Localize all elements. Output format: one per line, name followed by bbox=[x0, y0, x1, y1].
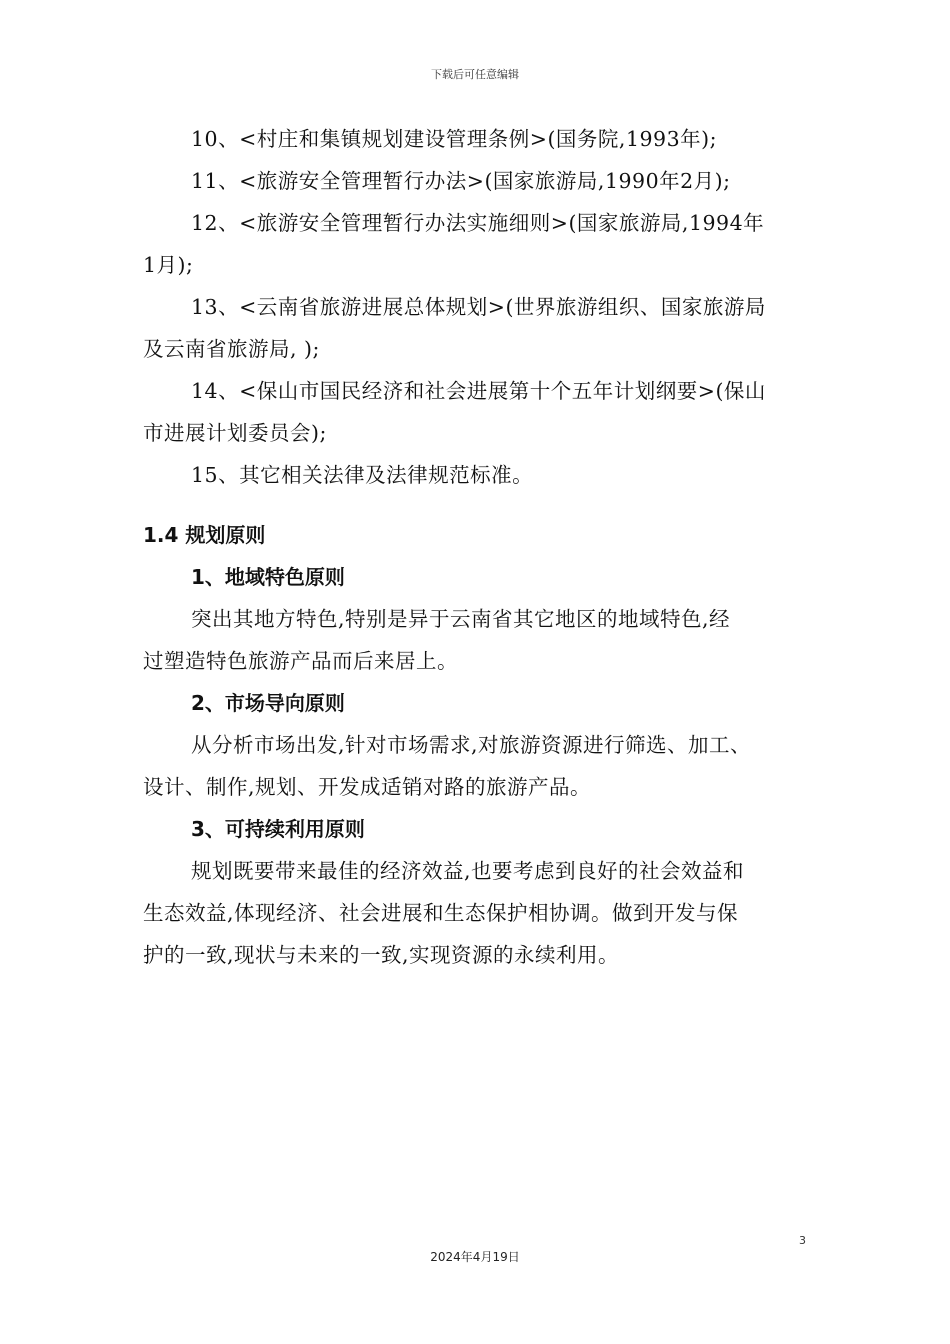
document-body bbox=[143, 118, 815, 976]
reference-line-continued: 市进展计划委员会); bbox=[143, 421, 327, 445]
reference-line: 12、<旅游安全管理暂行办法实施细则>(国家旅游局,1994年 bbox=[191, 211, 765, 235]
page-header: 下载后可任意编辑 bbox=[431, 68, 519, 81]
reference-item bbox=[143, 118, 815, 160]
reference-line: 13、<云南省旅游进展总体规划>(世界旅游组织、国家旅游局 bbox=[191, 295, 766, 319]
principle-text-continued: 护的一致,现状与未来的一致,实现资源的永续利用。 bbox=[143, 943, 620, 967]
principle-text-continued: 过塑造特色旅游产品而后来居上。 bbox=[143, 649, 458, 673]
reference-item bbox=[143, 370, 815, 454]
principle-text: 规划既要带来最佳的经济效益,也要考虑到良好的社会效益和 bbox=[191, 859, 745, 883]
principle-heading: 3、可持续利用原则 bbox=[191, 817, 365, 841]
reference-line: 14、<保山市国民经济和社会进展第十个五年计划纲要>(保山 bbox=[191, 379, 766, 403]
reference-item bbox=[143, 202, 815, 286]
principle-text-continued: 设计、制作,规划、开发成适销对路的旅游产品。 bbox=[143, 775, 592, 799]
page-number: 3 bbox=[799, 1234, 806, 1247]
reference-line-continued: 及云南省旅游局, ); bbox=[143, 337, 320, 361]
reference-line: 10、<村庄和集镇规划建设管理条例>(国务院,1993年); bbox=[191, 127, 718, 151]
reference-item bbox=[143, 286, 815, 370]
principle-text: 从分析市场出发,针对市场需求,对旅游资源进行筛选、加工、 bbox=[191, 733, 752, 757]
principle-heading: 2、市场导向原则 bbox=[191, 691, 345, 715]
principle-heading: 1、地域特色原则 bbox=[191, 565, 345, 589]
section-title: 1.4 规划原则 bbox=[143, 523, 266, 547]
reference-line: 15、其它相关法律及法律规范标准。 bbox=[191, 463, 534, 487]
reference-item bbox=[143, 454, 815, 496]
reference-line-continued: 1月); bbox=[143, 253, 194, 277]
principle-block bbox=[143, 682, 815, 808]
principle-block bbox=[143, 808, 815, 976]
reference-item bbox=[143, 160, 815, 202]
footer-date: 2024年4月19日 bbox=[430, 1250, 520, 1264]
principle-text-continued: 生态效益,体现经济、社会进展和生态保护相协调。做到开发与保 bbox=[143, 901, 739, 925]
reference-line: 11、<旅游安全管理暂行办法>(国家旅游局,1990年2月); bbox=[191, 169, 731, 193]
principle-block bbox=[143, 556, 815, 682]
principle-text: 突出其地方特色,特别是异于云南省其它地区的地域特色,经 bbox=[191, 607, 731, 631]
